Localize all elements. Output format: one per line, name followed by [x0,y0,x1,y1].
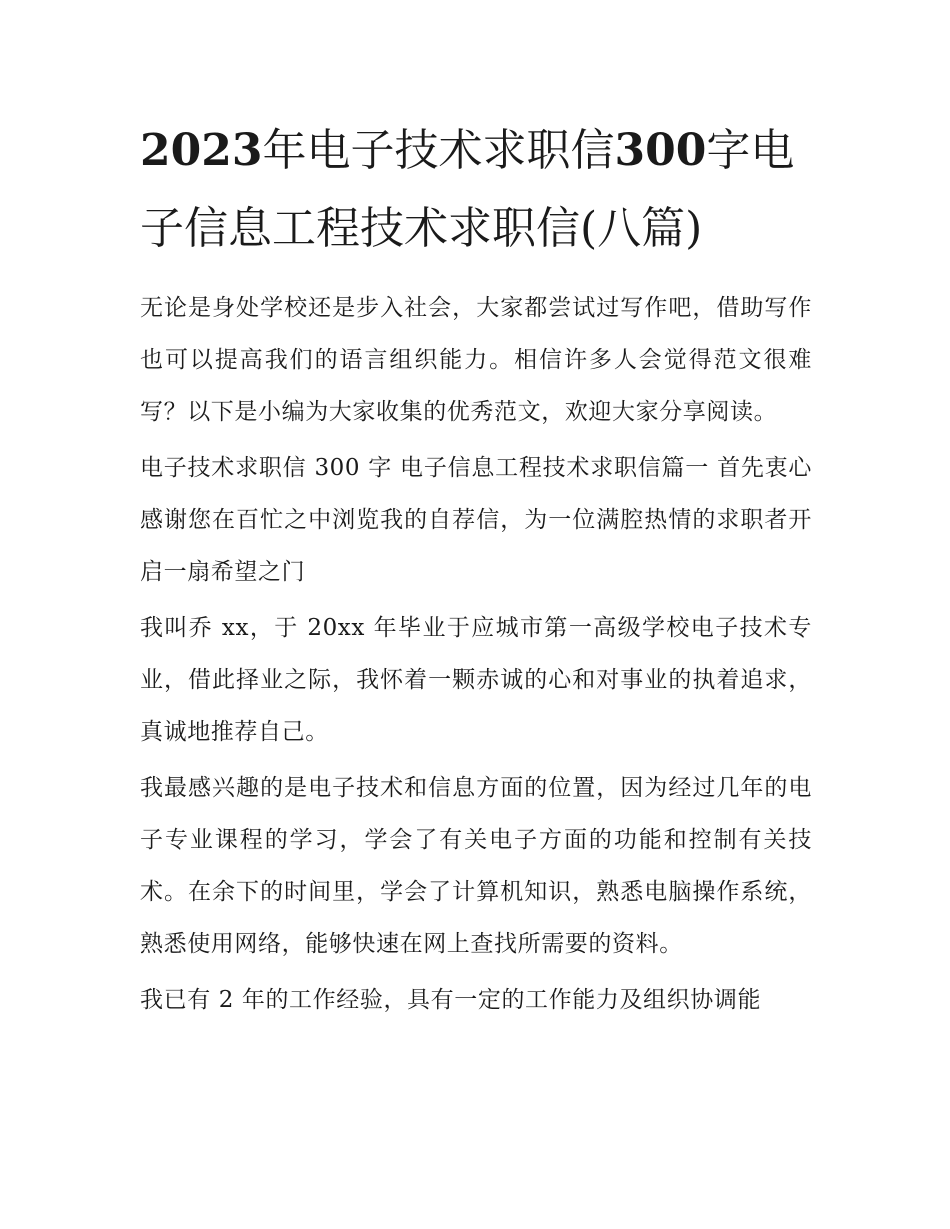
title-number: 300 [614,125,707,176]
paragraph-intro: 无论是身处学校还是步入社会，大家都尝试过写作吧，借助写作也可以提高我们的语言组织能力。相信许多人会觉得范文很难写？以下是小编为大家收集的优秀范文，欢迎大家分享阅读。 [140,295,812,425]
paragraph-self-intro: 我叫乔 xx，于 20xx 年毕业于应城市第一高级学校电子技术专业，借此择业之际，我怀着一颗赤诚的心和对事业的执着追求，真诚地推荐自己。 [140,615,812,745]
paragraph-opening: 电子技术求职信 300 字 电子信息工程技术求职信篇一 首先衷心感谢您在百忙之中浏览我的自荐信，为一位满腔热情的求职者开启一扇希望之门 [140,455,812,585]
title-text-1: 年电子技术求职信 [262,125,615,176]
paragraph-experience: 我已有 2 年的工作经验，具有一定的工作能力及组织协调能 [140,987,762,1013]
paragraph-skills: 我最感兴趣的是电子技术和信息方面的位置，因为经过几年的电子专业课程的学习，学会了有关电子方面的功能和控制有关技术。在余下的时间里，学会了计算机知识，熟悉电脑操作系统，熟悉使用网络，能够快速在网上查找所需要的资料。 [140,775,812,957]
title-year: 2023 [140,125,263,176]
document-title [140,112,812,268]
document-page [140,112,812,1030]
title-text-2: 字电子信息工程技术求职信(八篇) [140,125,795,254]
